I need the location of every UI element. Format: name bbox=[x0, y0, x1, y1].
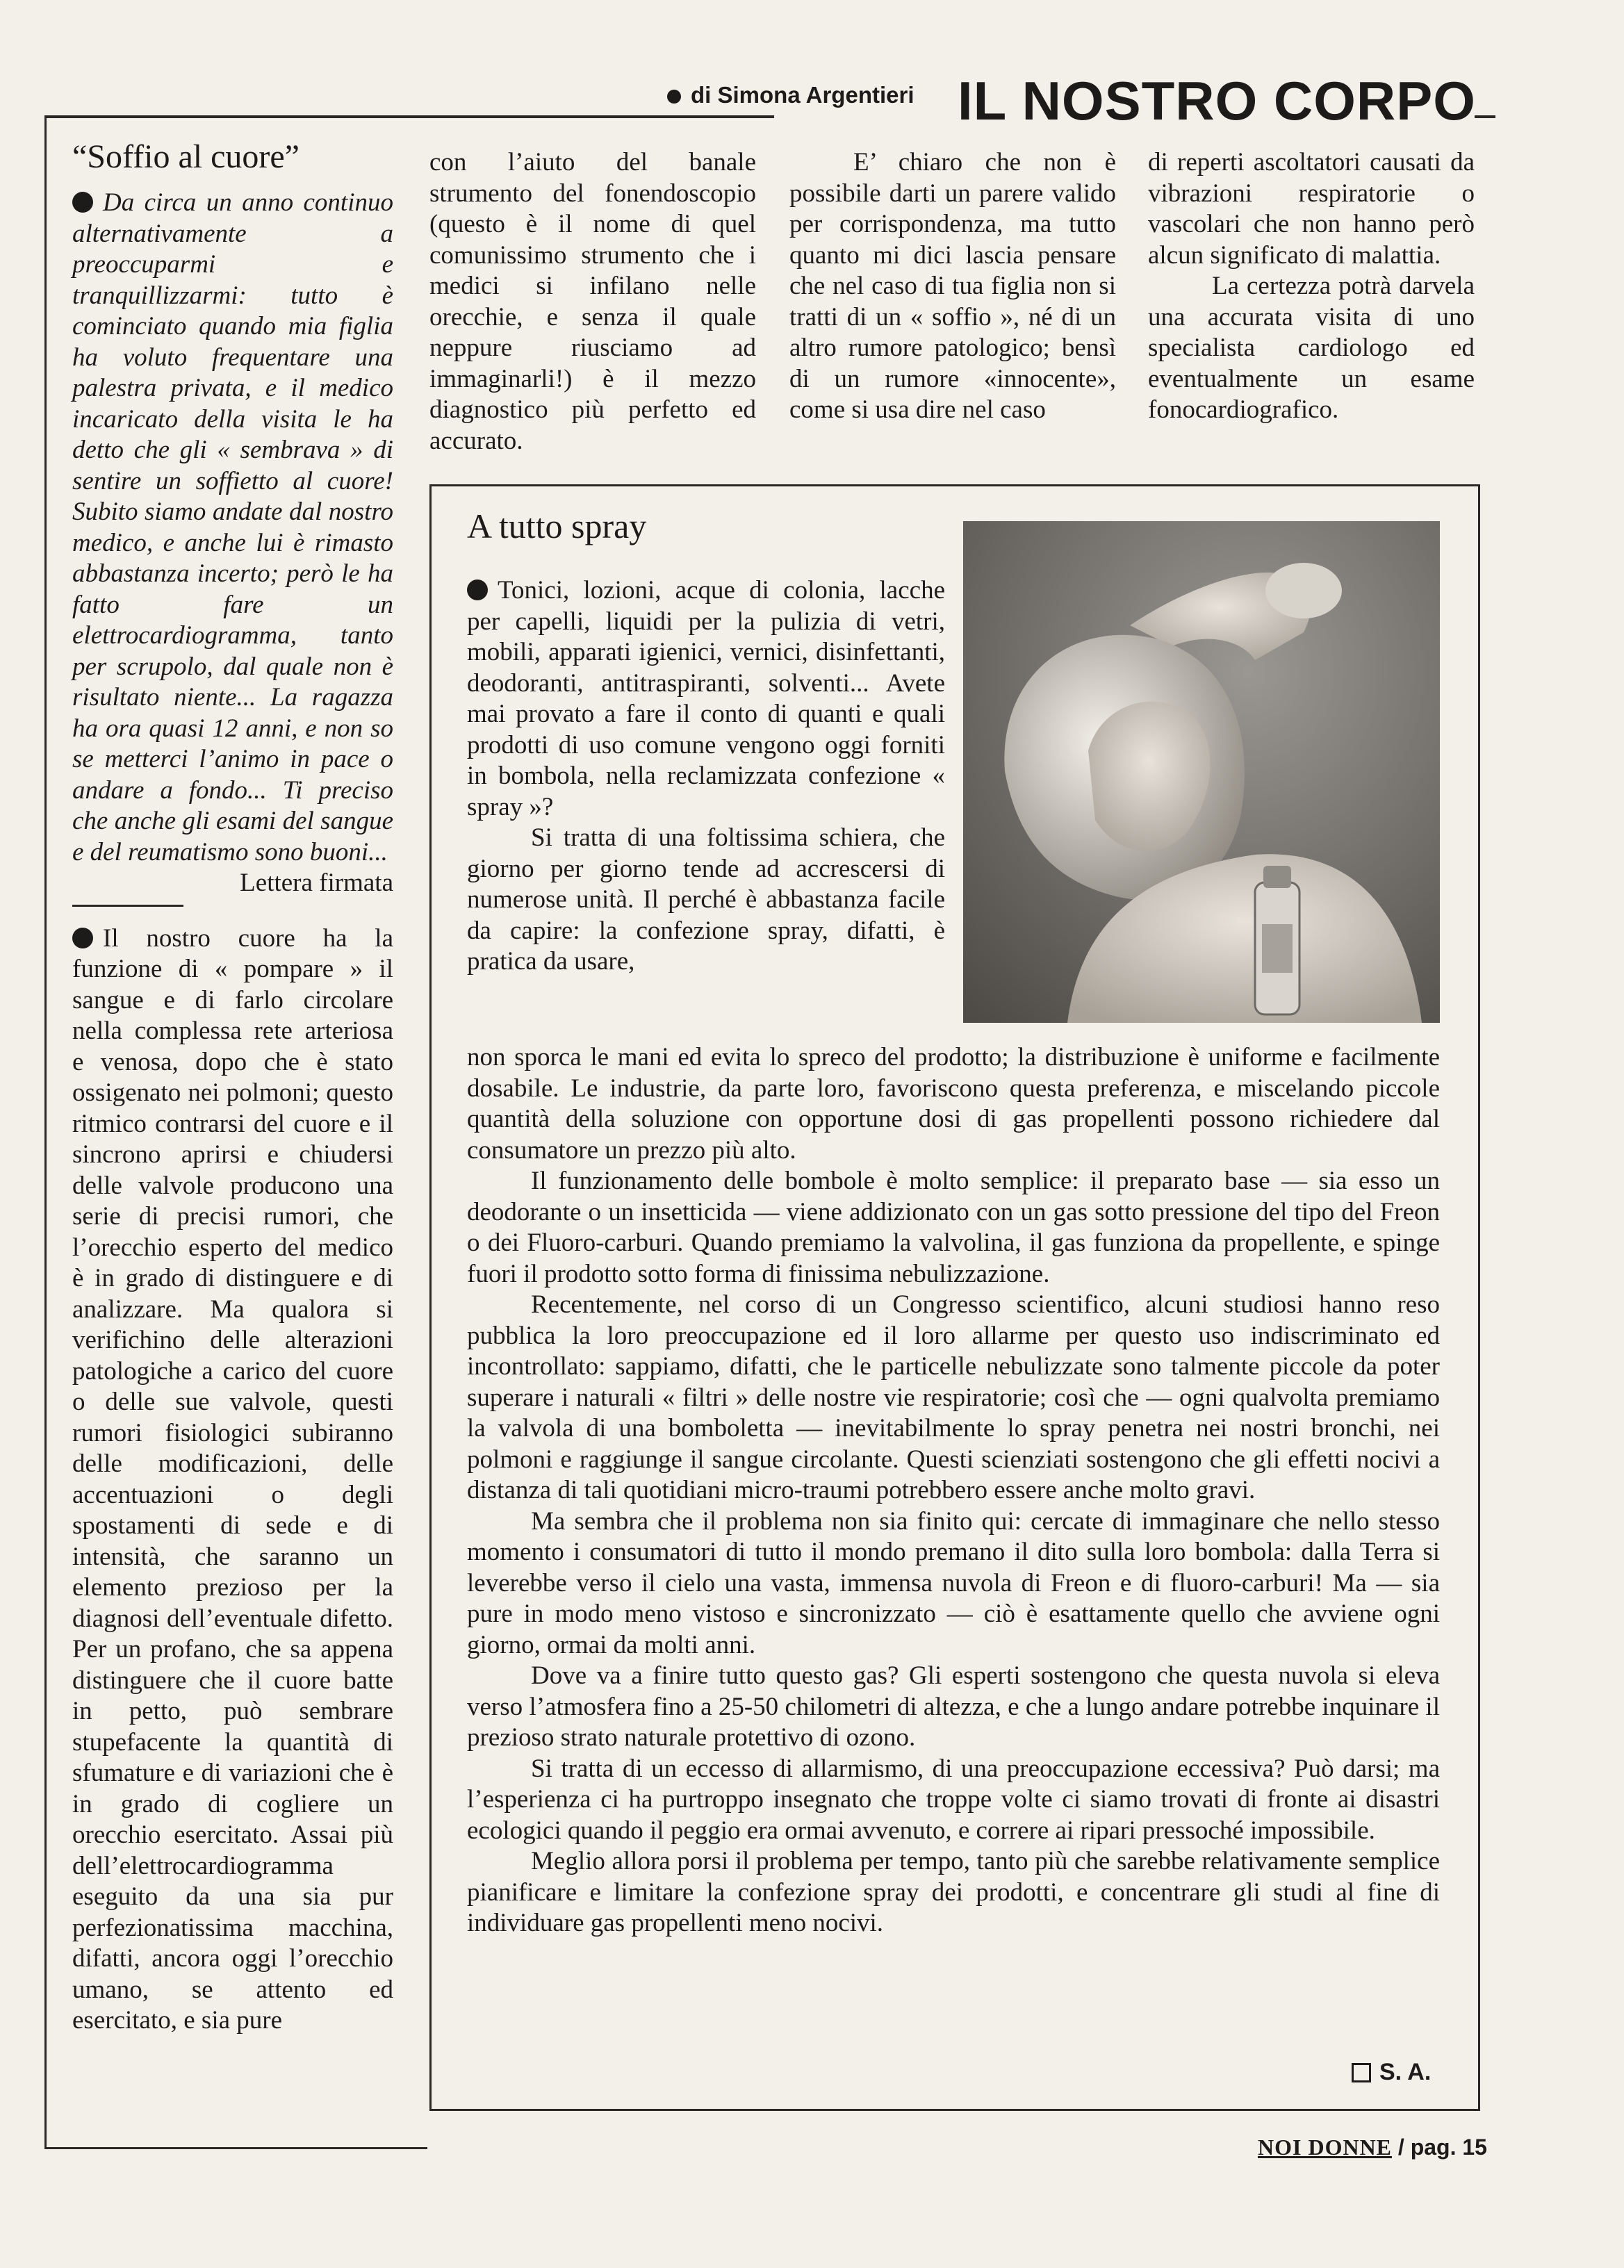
answer-part-3-text: E’ chiaro che non è possibile darti un parere valido per corrispondenza, ma tutto quanto mi dici lascia pensare che nel caso di tua figlia non si tratti di un « soffio », né di un altro rumore patologico; bensì di un rumore «innocente», come si usa dire nel caso bbox=[789, 148, 1116, 424]
header-rule-end bbox=[1475, 115, 1495, 118]
answer-part-1-text: Il nostro cuore ha la funzione di « pompare » il sangue e di farlo circolare nella complessa rete arteriosa e venosa, dopo che è stato ossigenato nei polmoni; questo ritmico contrarsi del cuore e il sincrono aprirsi e chiudersi delle valvole producono una serie di precisi rumori, che l’orecchio esperto del medico è in grado di distinguere e di analizzare. Ma qualora si verifichino delle alterazioni patologiche a carico del cuore o delle sue valvole, questi rumori fisiologici subiranno delle modificazioni, delle accentuazioni o degli spostamenti di sede e di intensità, che saranno un elemento prezioso per la diagnosi dell’eventuale difetto. Per un profano, che sa appena distinguere che il cuore batte in petto, può sembrare stupefacente la quantità di sfumature e di variazioni che è in grado di cogliere un orecchio esercitato. Assai più dell’elettrocardiogramma eseguito da una sia pur perfezionatissima macchina, difatti, ancora oggi l’orecchio umano, se attento ed esercitato, e sia pure bbox=[72, 923, 393, 2035]
answer-part-1 bbox=[72, 923, 393, 2037]
bullet-icon bbox=[667, 90, 681, 104]
answer-part-4 bbox=[1148, 147, 1475, 426]
spray-body bbox=[467, 1042, 1440, 1939]
answer-conclusion: La certezza potrà darvela una accurata visita di uno specialista cardiologo ed eventualmente un esame fonocardiografico. bbox=[1148, 272, 1475, 424]
magazine-name: NOI DONNE bbox=[1258, 2135, 1393, 2160]
answer-part-4-text: di reperti ascoltatori causati da vibrazioni respiratorie o vascolari che non hanno però alcun significato di malattia. bbox=[1148, 148, 1475, 270]
woman-spray-illustration bbox=[963, 521, 1440, 1023]
letter-title: “Soffio al cuore” bbox=[72, 138, 300, 175]
letter-column bbox=[72, 188, 393, 2037]
spray-paragraph-2-end: non sporca le mani ed evita lo spreco del prodotto; la distribuzione è uniforme e facilmente dosabile. Le industrie, da parte loro, favoriscono questa preferenza, e miscelando piccole quantità della soluzione con opportune dosi di gas propellenti possono richiedere dal consumatore un prezzo più alto. bbox=[467, 1043, 1440, 1165]
footer-separator: / bbox=[1397, 2135, 1404, 2160]
byline-text: di Simona Argentieri bbox=[691, 82, 914, 108]
spray-signature bbox=[1352, 2059, 1431, 2086]
spray-paragraph-2-start: Si tratta di una foltissima schiera, che giorno per giorno tende ad accrescersi di numerose unità. Il perché è abbastanza facile da capire: la confezione spray, difatti, è pratica da usare, bbox=[467, 823, 945, 976]
byline bbox=[667, 82, 914, 108]
section-title: IL NOSTRO CORPO bbox=[958, 70, 1476, 131]
page-footer bbox=[1258, 2135, 1487, 2160]
answer-part-3 bbox=[789, 147, 1116, 426]
bullet-icon bbox=[72, 192, 93, 213]
spray-photo bbox=[963, 521, 1440, 1023]
end-square-icon bbox=[1352, 2063, 1371, 2082]
spray-paragraph-7: Si tratta di un eccesso di allarmismo, di una preoccupazione eccessiva? Può darsi; ma l’esperienza ci ha purtroppo insegnato che troppe volte ci siamo trovati di fronte ai disastri ecologici quando il peggio era ormai avvenuto, e correre ai ripari pressoché impossibile. bbox=[467, 1754, 1440, 1845]
spray-paragraph-4: Recentemente, nel corso di un Congresso scientifico, alcuni studiosi hanno reso pubblica la loro preoccupazione ed il loro allarme per questo uso indiscriminato ed incontrollato: sappiamo, difatti, che le particelle nebulizzate sono talmente piccole da poter superare i naturali « filtri » delle nostre vie respiratorie; così che — ogni qualvolta premiamo la valvola di una bomboletta — inevitabilmente lo spray penetra nei nostri bronchi, nei polmoni e raggiunge il sangue circolante. Questi scienziati sostengono che gli effetti nocivi a distanza di tali quotidiani micro-traumi potrebbero essere anche molto gravi. bbox=[467, 1290, 1440, 1504]
page-number: pag. 15 bbox=[1410, 2135, 1487, 2160]
letter-divider bbox=[72, 905, 183, 907]
spray-intro-text: Tonici, lozioni, acque di colonia, lacche per capelli, liquidi per la pulizia di vetri, mobili, apparati igienici, vernici, disinfettanti, deodoranti, antitraspiranti, solventi... Avete mai provato a fare il conto di quanti e quali prodotti di uso comune vengono oggi forniti in bombola, nella reclamizzata confezione « spray »? bbox=[467, 576, 945, 821]
bullet-icon bbox=[467, 580, 488, 600]
spray-paragraph-3: Il funzionamento delle bombole è molto semplice: il preparato base — sia esso un deodorante o un insetticida — viene addizionato con un gas sotto pressione del tipo del Freon o dei Fluoro-carburi. Quando premiamo la valvolina, il gas funziona da propellente, e spinge fuori il prodotto sotto forma di finissima nebulizzazione. bbox=[467, 1167, 1440, 1288]
spray-column bbox=[467, 575, 945, 978]
spray-paragraph-8: Meglio allora porsi il problema per tempo, tanto più che sarebbe relativamente semplice pianificare e limitare la confezione spray dei prodotti, e concentrare gli studi al fine di individuare gas propellenti meno nocivi. bbox=[467, 1847, 1440, 1937]
spray-title: A tutto spray bbox=[467, 507, 647, 545]
letter-signature: Lettera firmata bbox=[240, 869, 393, 897]
answer-part-2: con l’aiuto del banale strumento del fonendoscopio (questo è il nome di quel comunissimo strumento che i medici si infilano nelle orecchie, e senza il quale neppure riusciamo ad immaginarli!) è il mezzo diagnostico più perfetto ed accurato. bbox=[429, 148, 756, 455]
reader-letter bbox=[72, 188, 393, 868]
spray-intro bbox=[467, 575, 945, 823]
spray-signature-text: S. A. bbox=[1379, 2059, 1432, 2085]
spray-paragraph-5: Ma sembra che il problema non sia finito qui: cercate di immaginare che nello stesso momento i consumatori di tutto il mondo premano il dito sulla loro bombola: dalla Terra si leverebbe verso il cielo una vasta, immensa nuvola di Freon e di fluoro-carburi! Ma — sia pure in modo meno vistoso e sincronizzato — ciò è esattamente quello che avviene ogni giorno, ormai da molti anni. bbox=[467, 1506, 1440, 1659]
bullet-icon bbox=[72, 928, 93, 948]
reader-letter-text: Da circa un anno continuo alternativamente a preoccuparmi e tranquillizzarmi: tutto è cominciato quando mia figlia ha voluto frequentare una palestra privata, e il medico incaricato della visita le ha detto che gli « sembrava » di sentire un soffietto al cuore! Subito siamo andate dal nostro medico, e anche lui è rimasto abbastanza incerto; però le ha fatto fare un elettrocardiogramma, tanto per scrupolo, dal quale non è risultato niente... La ragazza ha ora quasi 12 anni, e non so se metterci l’animo in pace o andare a fondo... Ti preciso che anche gli esami del sangue e del reumatismo sono buoni... bbox=[72, 188, 393, 866]
spray-paragraph-6: Dove va a finire tutto questo gas? Gli esperti sostengono che questa nuvola si eleva verso l’atmosfera fino a 25-50 chilometri di altezza, e che a lungo andare potrebbe inquinare il prezioso strato naturale protettivo di ozono. bbox=[467, 1661, 1440, 1752]
